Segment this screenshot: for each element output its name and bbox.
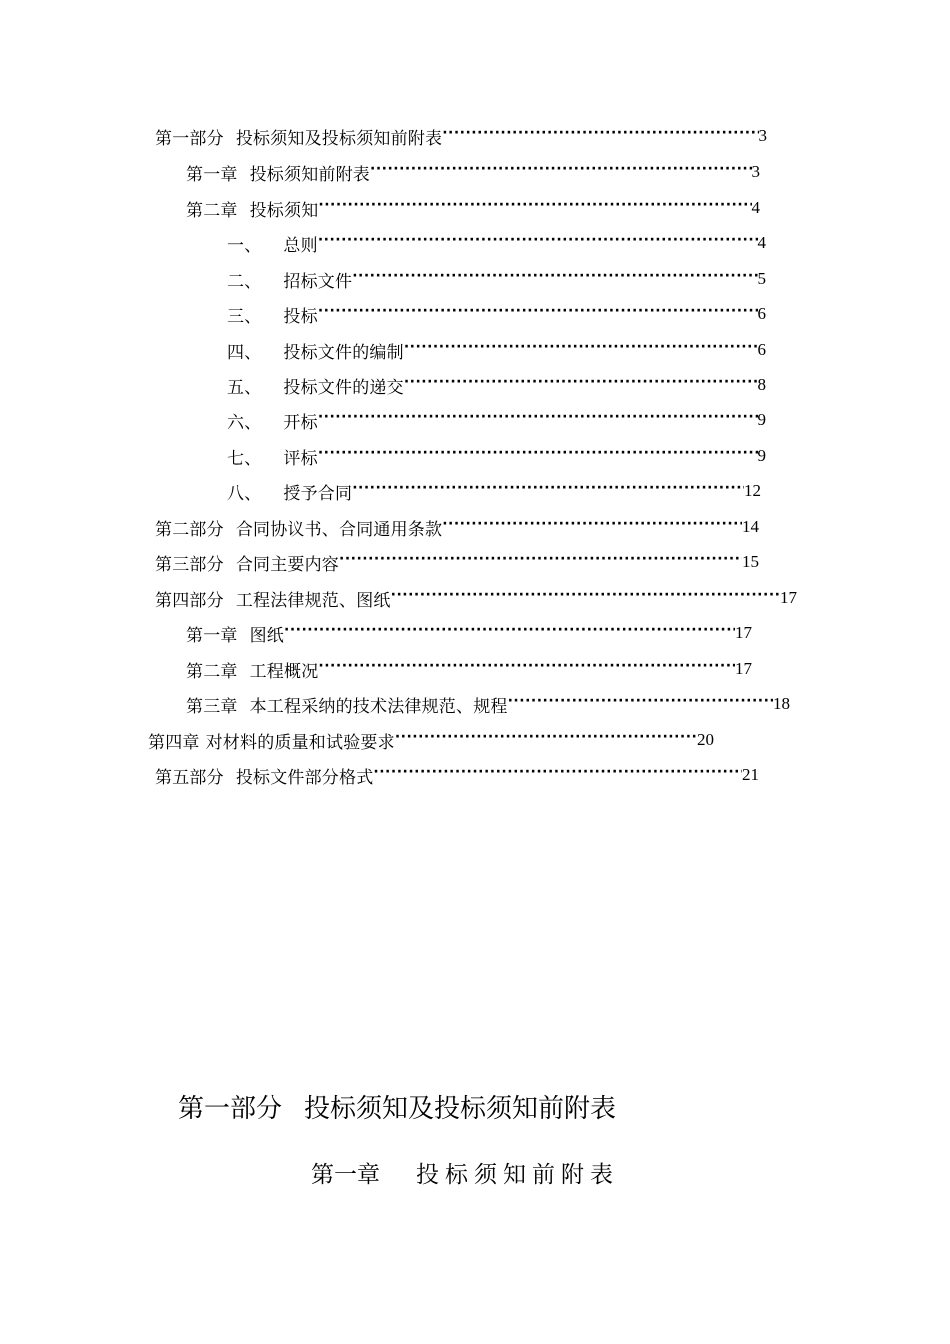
toc-entry-label: 第四章 对材料的质量和试验要求	[148, 732, 395, 753]
toc-leader-dots	[373, 763, 742, 787]
toc-entry-label: 第二章 投标须知	[186, 200, 319, 221]
toc-leader-dots	[318, 444, 758, 468]
toc-leader-dots	[404, 338, 758, 362]
toc-entry[interactable]	[227, 373, 766, 397]
toc-entry-label: 第三部分 合同主要内容	[155, 554, 340, 575]
toc-leader-dots	[395, 728, 697, 752]
toc-entry-label: 第三章 本工程采纳的技术法律规范、规程	[186, 696, 508, 717]
toc-page-number: 20	[697, 730, 714, 749]
toc-entry[interactable]	[155, 763, 759, 787]
toc-page-number: 4	[751, 198, 760, 217]
toc-page-number: 18	[773, 694, 790, 713]
toc-leader-dots	[352, 267, 757, 291]
toc-page-number: 9	[757, 410, 766, 429]
toc-entry[interactable]	[186, 160, 760, 184]
toc-page-number: 17	[780, 588, 797, 607]
toc-entry-label: 第一章 投标须知前附表	[186, 164, 371, 185]
toc-entry[interactable]	[227, 302, 766, 326]
toc-page-number: 6	[757, 340, 766, 359]
toc-entry-label: 二、 招标文件	[227, 271, 353, 292]
toc-page-number: 5	[757, 269, 766, 288]
toc-entry-label: 第一章 图纸	[186, 625, 285, 646]
toc-leader-dots	[442, 515, 742, 539]
toc-page-number: 6	[757, 304, 766, 323]
toc-entry-label: 四、 投标文件的编制	[227, 342, 404, 363]
toc-entry[interactable]	[227, 444, 766, 468]
toc-page-number: 12	[744, 481, 761, 500]
toc-leader-dots	[404, 373, 758, 397]
toc-page-number: 17	[735, 623, 752, 642]
toc-entry-label: 第二章 工程概况	[186, 661, 319, 682]
toc-leader-dots	[318, 408, 758, 432]
toc-entry[interactable]	[227, 479, 761, 503]
toc-entry[interactable]	[227, 231, 766, 255]
toc-entry[interactable]	[227, 267, 766, 291]
toc-page-number: 21	[742, 765, 759, 784]
toc-leader-dots	[442, 124, 758, 148]
toc-leader-dots	[318, 231, 758, 255]
toc-entry[interactable]	[227, 408, 766, 432]
toc-entry[interactable]	[155, 550, 759, 574]
toc-page-number: 3	[751, 162, 760, 181]
toc-leader-dots	[391, 586, 780, 610]
chapter-heading-number: 第一章	[311, 1162, 380, 1188]
toc-leader-dots	[508, 692, 773, 716]
toc-page-number: 8	[757, 375, 766, 394]
toc-leader-dots	[318, 657, 735, 681]
chapter-heading-title: 投标须知前附表	[416, 1162, 619, 1188]
toc-entry[interactable]	[148, 728, 714, 752]
toc-entry-label: 七、 评标	[227, 448, 318, 469]
toc-page-number: 15	[742, 552, 759, 571]
toc-entry[interactable]	[186, 692, 790, 716]
toc-entry-label: 第一部分 投标须知及投标须知前附表	[155, 128, 443, 149]
toc-entry[interactable]	[186, 196, 760, 220]
toc-page-number: 4	[757, 233, 766, 252]
toc-entry[interactable]	[186, 621, 752, 645]
toc-leader-dots	[370, 160, 751, 184]
toc-entry-label: 第五部分 投标文件部分格式	[155, 767, 374, 788]
toc-entry[interactable]	[155, 586, 797, 610]
toc-leader-dots	[352, 479, 744, 503]
toc-entry-label: 五、 投标文件的递交	[227, 377, 404, 398]
toc-entry-label: 六、 开标	[227, 412, 318, 433]
toc-leader-dots	[318, 196, 751, 220]
toc-entry-label: 八、 授予合同	[227, 483, 353, 504]
toc-leader-dots	[339, 550, 742, 574]
toc-entry[interactable]	[155, 124, 767, 148]
toc-page-number: 9	[757, 446, 766, 465]
toc-entry-label: 三、 投标	[227, 306, 318, 327]
toc-page-number: 17	[735, 659, 752, 678]
section-heading	[178, 1088, 616, 1125]
toc-entry-label: 第二部分 合同协议书、合同通用条款	[155, 519, 443, 540]
toc-entry-label: 一、 总则	[227, 235, 318, 256]
toc-page-number: 14	[742, 517, 759, 536]
toc-leader-dots	[284, 621, 735, 645]
toc-entry[interactable]	[155, 515, 759, 539]
section-heading-part: 第一部分	[178, 1094, 283, 1124]
toc-entry-label: 第四部分 工程法律规范、图纸	[155, 590, 391, 611]
toc-leader-dots	[318, 302, 758, 326]
section-heading-title: 投标须知及投标须知前附表	[304, 1094, 617, 1124]
toc-page-number: 3	[758, 126, 767, 145]
toc-entry[interactable]	[186, 657, 752, 681]
toc-entry[interactable]	[227, 338, 766, 362]
chapter-heading	[311, 1156, 619, 1189]
